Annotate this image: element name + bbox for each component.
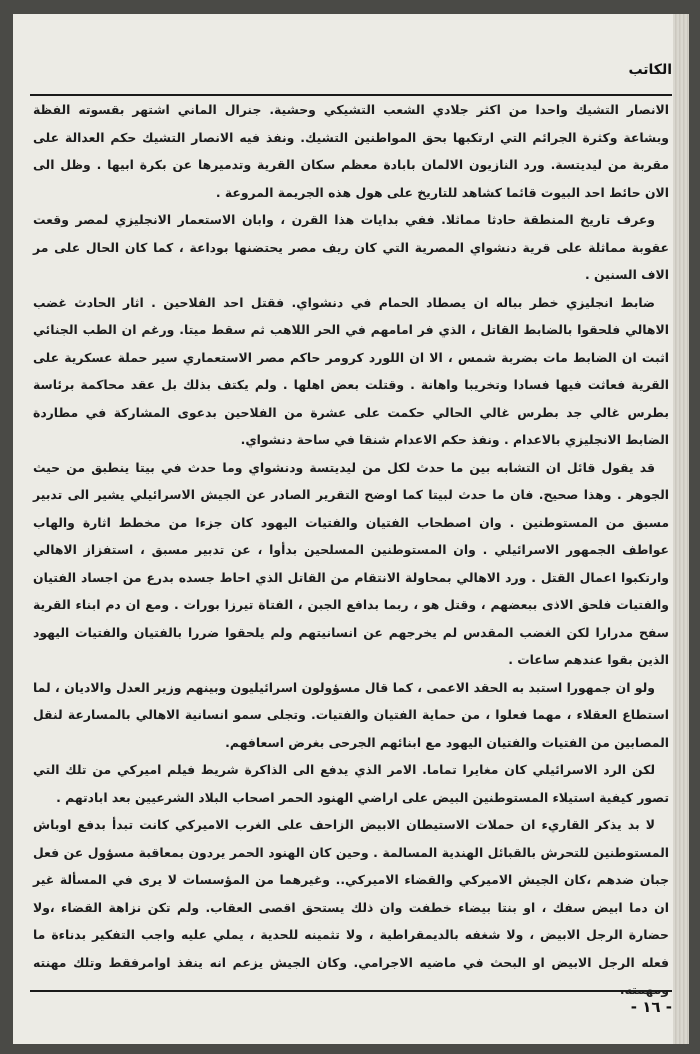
paragraph: لا بد يذكر القاريء ان حملات الاستيطان الابيض الزاحف على الغرب الاميركي كانت تبدأ بدفع اوباش المستوطنين للتحرش بالقبائل الهندية المسالمة . وحين كان الهنود الحمر يردون بمعاقبة مسؤول عن فعل جبان ضدهم ،كان الجيش الاميركي والقضاء الاميركي.. وغيرهما من المؤسسات لا يرى في المسألة غير ان دما ابيض سفك ، او بنتا بيضاء خطفت وان ذلك يستحق اقصى العقاب. ولم تكن نزاهة القضاء ،ولا حضارة الرجل الابيض ، ولا شغفه بالديمقراطية ، ولا تثمينه للحدية ، يملي عليه واجب التفكير بدناءة ما فعله الرجل الابيض او البحث في ماضيه الاجرامي. وكان الجيش يزعم انه ينفذ اوامرفقط وتلك مهنته ومهمته.: [33, 817, 669, 997]
paragraph: ولو ان جمهورا استبد به الحقد الاعمى ، كما قال مسؤولون اسرائيليون وبينهم وزير العدل والاديان ، لما استطاع العقلاء ، مهما فعلوا ، من حماية الفتيان والفتيات. وتجلى سمو انسانية الاهالي بالمسارعة لنقل المصابين من الفتيات والفتيان اليهود مع ابنائهم الجرحى بغرض اسعافهم.: [33, 679, 669, 750]
paragraph: ضابط انجليزي خطر بباله ان يصطاد الحمام في دنشواي. فقتل احد الفلاحين . اثار الحادث غضب الاهالي فلحقوا بالضابط القاتل ، الذي فر امامهم في الحر اللاهب ثم سقط ميتا. ورغم ان الطب الجنائي اثبت ان الضابط مات بضربة شمس ، الا ان اللورد كرومر حاكم مصر الاستعماري سير حملة عسكرية على القرية فعاثت فيها فسادا وتخريبا واهانة . وقتلت بعض اهلها . ولم يكتف بذلك بل عقد محاكمة برئاسة بطرس غالي جد بطرس غالي الحالي حكمت على عشرة من الفلاحين بدعوى المشاركة في مطاردة الضابط الانجليزي بالاعدام . ونفذ حكم الاعدام شنقا في ساحة دنشواي.: [33, 294, 669, 447]
page-number: - ١٦ -: [630, 998, 672, 1016]
running-header: [30, 60, 672, 96]
page-stack-edge: [673, 14, 689, 1044]
article-body: [33, 96, 669, 1004]
paragraph: وعرف تاريخ المنطقة حادثا مماثلا. ففي بدايات هذا القرن ، وابان الاستعمار الانجليزي لمصر وقعت عقوبة مماثلة على قرية دنشواي المصرية التي كان ريف مصر يحتضنها بوداعة ، كما كان الحال على مر الاف السنين .: [33, 212, 669, 282]
page-footer: [30, 990, 672, 1016]
paragraph: قد يقول قائل ان التشابه بين ما حدث لكل من ليديتسة ودنشواي وما حدث في بيتا ينطبق من حيث الجوهر . وهذا صحيح. فان ما حدث لبيتا كما اوضح التقرير الصادر عن الجيش الاسرائيلي يشير الى تدبير مسبق من المستوطنين . وان اصطحاب الفتيان والفتيات اليهود كان جزءا من مخطط اثارة والهاب عواطف الجمهور الاسرائيلي . وان المستوطنين المسلحين بدأوا ، عن تدبير مسبق ، استفزاز الاهالي وارتكبوا اعمال القتل . ورد الاهالي بمحاولة الانتقام من القاتل الذي احاط جسده بدرع من اجساد الفتيان والفتيات فلحق الاذى ببعضهم ، وقتل هو ، ربما بدافع الجبن ، الفتاة تيرزا بورات . ومع ان دم ابناء القرية سفح مدرارا لكن الغضب المقدس لم يخرجهم عن انسانيتهم ولم يلحقوا ضررا بالفتيان والفتيات اليهود الذين بقوا عندهم ساعات .: [33, 459, 669, 667]
paragraph: لكن الرد الاسرائيلي كان مغايرا تماما. الامر الذي يدفع الى الذاكرة شريط فيلم اميركي من تلك التي تصور كيفية استيلاء المستوطنين البيض على اراضي الهنود الحمر اصحاب البلاد الشرعيين بعد ابادتهم .: [33, 762, 669, 805]
header-title: الكاتب: [628, 62, 672, 78]
paragraph: الانصار التشيك واحدا من اكثر جلادي الشعب التشيكي وحشية. جنرال الماني اشتهر بقسوته الفظة وبشاعة وكثرة الجرائم التي ارتكبها بحق المواطنين التشيك. ونفذ فيه الانصار التشيك حكم العدالة على مقربة من ليديتسة. ورد النازيون الالمان بابادة معظم سكان القرية وتدميرها عن بكرة ابيها . وظل الى الان حائط احد البيوت قائما كشاهد للتاريخ على هول هذه الجريمة المروعة .: [33, 102, 669, 200]
